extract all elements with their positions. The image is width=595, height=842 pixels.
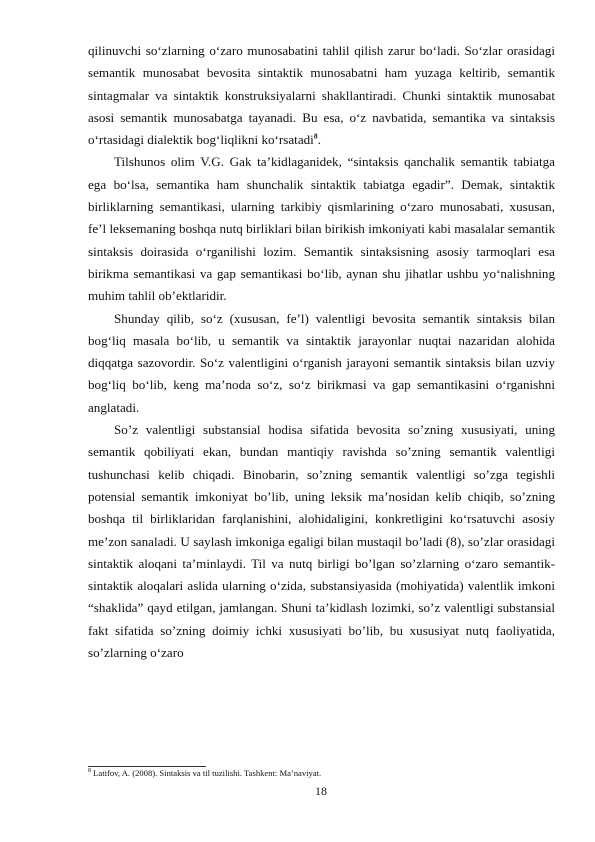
- paragraph-1-text: qilinuvchi so‘zlarning o‘zaro munosabatini tahlil qilish zarur bo‘ladi. So‘zlar orasidagi semantik munosabat bevosita sintaktik munosabatni ham yuzaga keltirib, semantik sintagmalar va sintaktik konstruksiyalarni shakllantiradi. Chunki sintaktik munosabat asosi semantik munosabatga tayanadi. Bu esa, o‘z navbatida, semantika va sintaksis o‘rtasidagi dialektik bog‘liqlikni ko‘rsatadi: [88, 43, 555, 148]
- footnote: [88, 768, 555, 779]
- footnote-number: 8: [88, 768, 91, 775]
- paragraph-2: Tilshunos olim V.G. Gak ta’kidlaganidek, “sintaksis qanchalik semantik tabiatga ega bo‘lsa, semantika ham shunchalik sintaktik tabiatga egadir”. Demak, sintaktik birliklarning semantikasi, ularning tarkibiy qismlarining o‘zaro munosabati, xususan, fe’l leksemaning boshqa nutq birliklari bilan birikish imkoniyati kabi masalalar semantik sintaksis doirasida o‘rganilishi lozim. Semantik sintaksisning asosiy tarmoqlari esa birikma semantikasi va gap semantikasi bo‘lib, aynan shu jihatlar ushbu yo‘nalishning muhim tahlil ob’ektlaridir.: [88, 154, 555, 304]
- paragraph-3: Shunday qilib, so‘z (xususan, fe’l) valentligi bevosita semantik sintaksis bilan bog‘liq masala bo‘lib, u semantik va sintaktik jarayonlar nuqtai nazaridan alohida diqqatga sazovordir. So‘z valentligini o‘rganish jarayoni semantik sintaksis bilan uzviy bog‘liq bo‘lib, keng ma’noda so‘z, so‘z birikmasi va gap semantikasini o‘rganishni anglatadi.: [88, 310, 555, 415]
- paragraph-4: So’z valentligi substansial hodisa sifatida bevosita so’zning xususiyati, uning semantik qobiliyati ekan, bundan mantiqiy ravishda so’zning semantik valentligi tushunchasi kelib chiqadi. Binobarin, so’zning semantik valentligi so’zga tegishli potensial semantik imkoniyat bo’lib, uning leksik ma’nosidan kelib chiqib, so’zning boshqa til birliklaridan farqlanishini, alohidaligini, konkretligini ko‘rsatuvchi asosiy me’zon sanaladi. U saylash imkoniga egaligi bilan mustaqil bo’ladi (8), so’zlar orasidagi sintaktik aloqani ta’minlaydi. Til va nutq birligi bo’lgan so’zlarning o‘zaro semantik-sintaktik aloqalari aslida ularning o‘zida, substansiyasida (mohiyatida) valentlik imkoni “shaklida” qayd etilgan, jamlangan. Shuni ta’kidlash lozimki, so’z valentligi substansial fakt sifatida so’zning doimiy ichki xususiyati bo’lib, bu xususiyat nutq faoliyatida, so’zlarning o‘zaro: [88, 422, 555, 661]
- page-body: [88, 40, 555, 664]
- paragraph-1-trailing: .: [317, 132, 321, 148]
- page-number: 18: [315, 784, 327, 798]
- footnote-separator: [88, 766, 206, 767]
- paragraph-1: [88, 40, 555, 151]
- footnote-text: Latifov, A. (2008). Sintaksis va til tuzilishi. Tashkent: Ma’naviyat.: [91, 768, 322, 778]
- footnote-reference[interactable]: 8: [313, 131, 318, 141]
